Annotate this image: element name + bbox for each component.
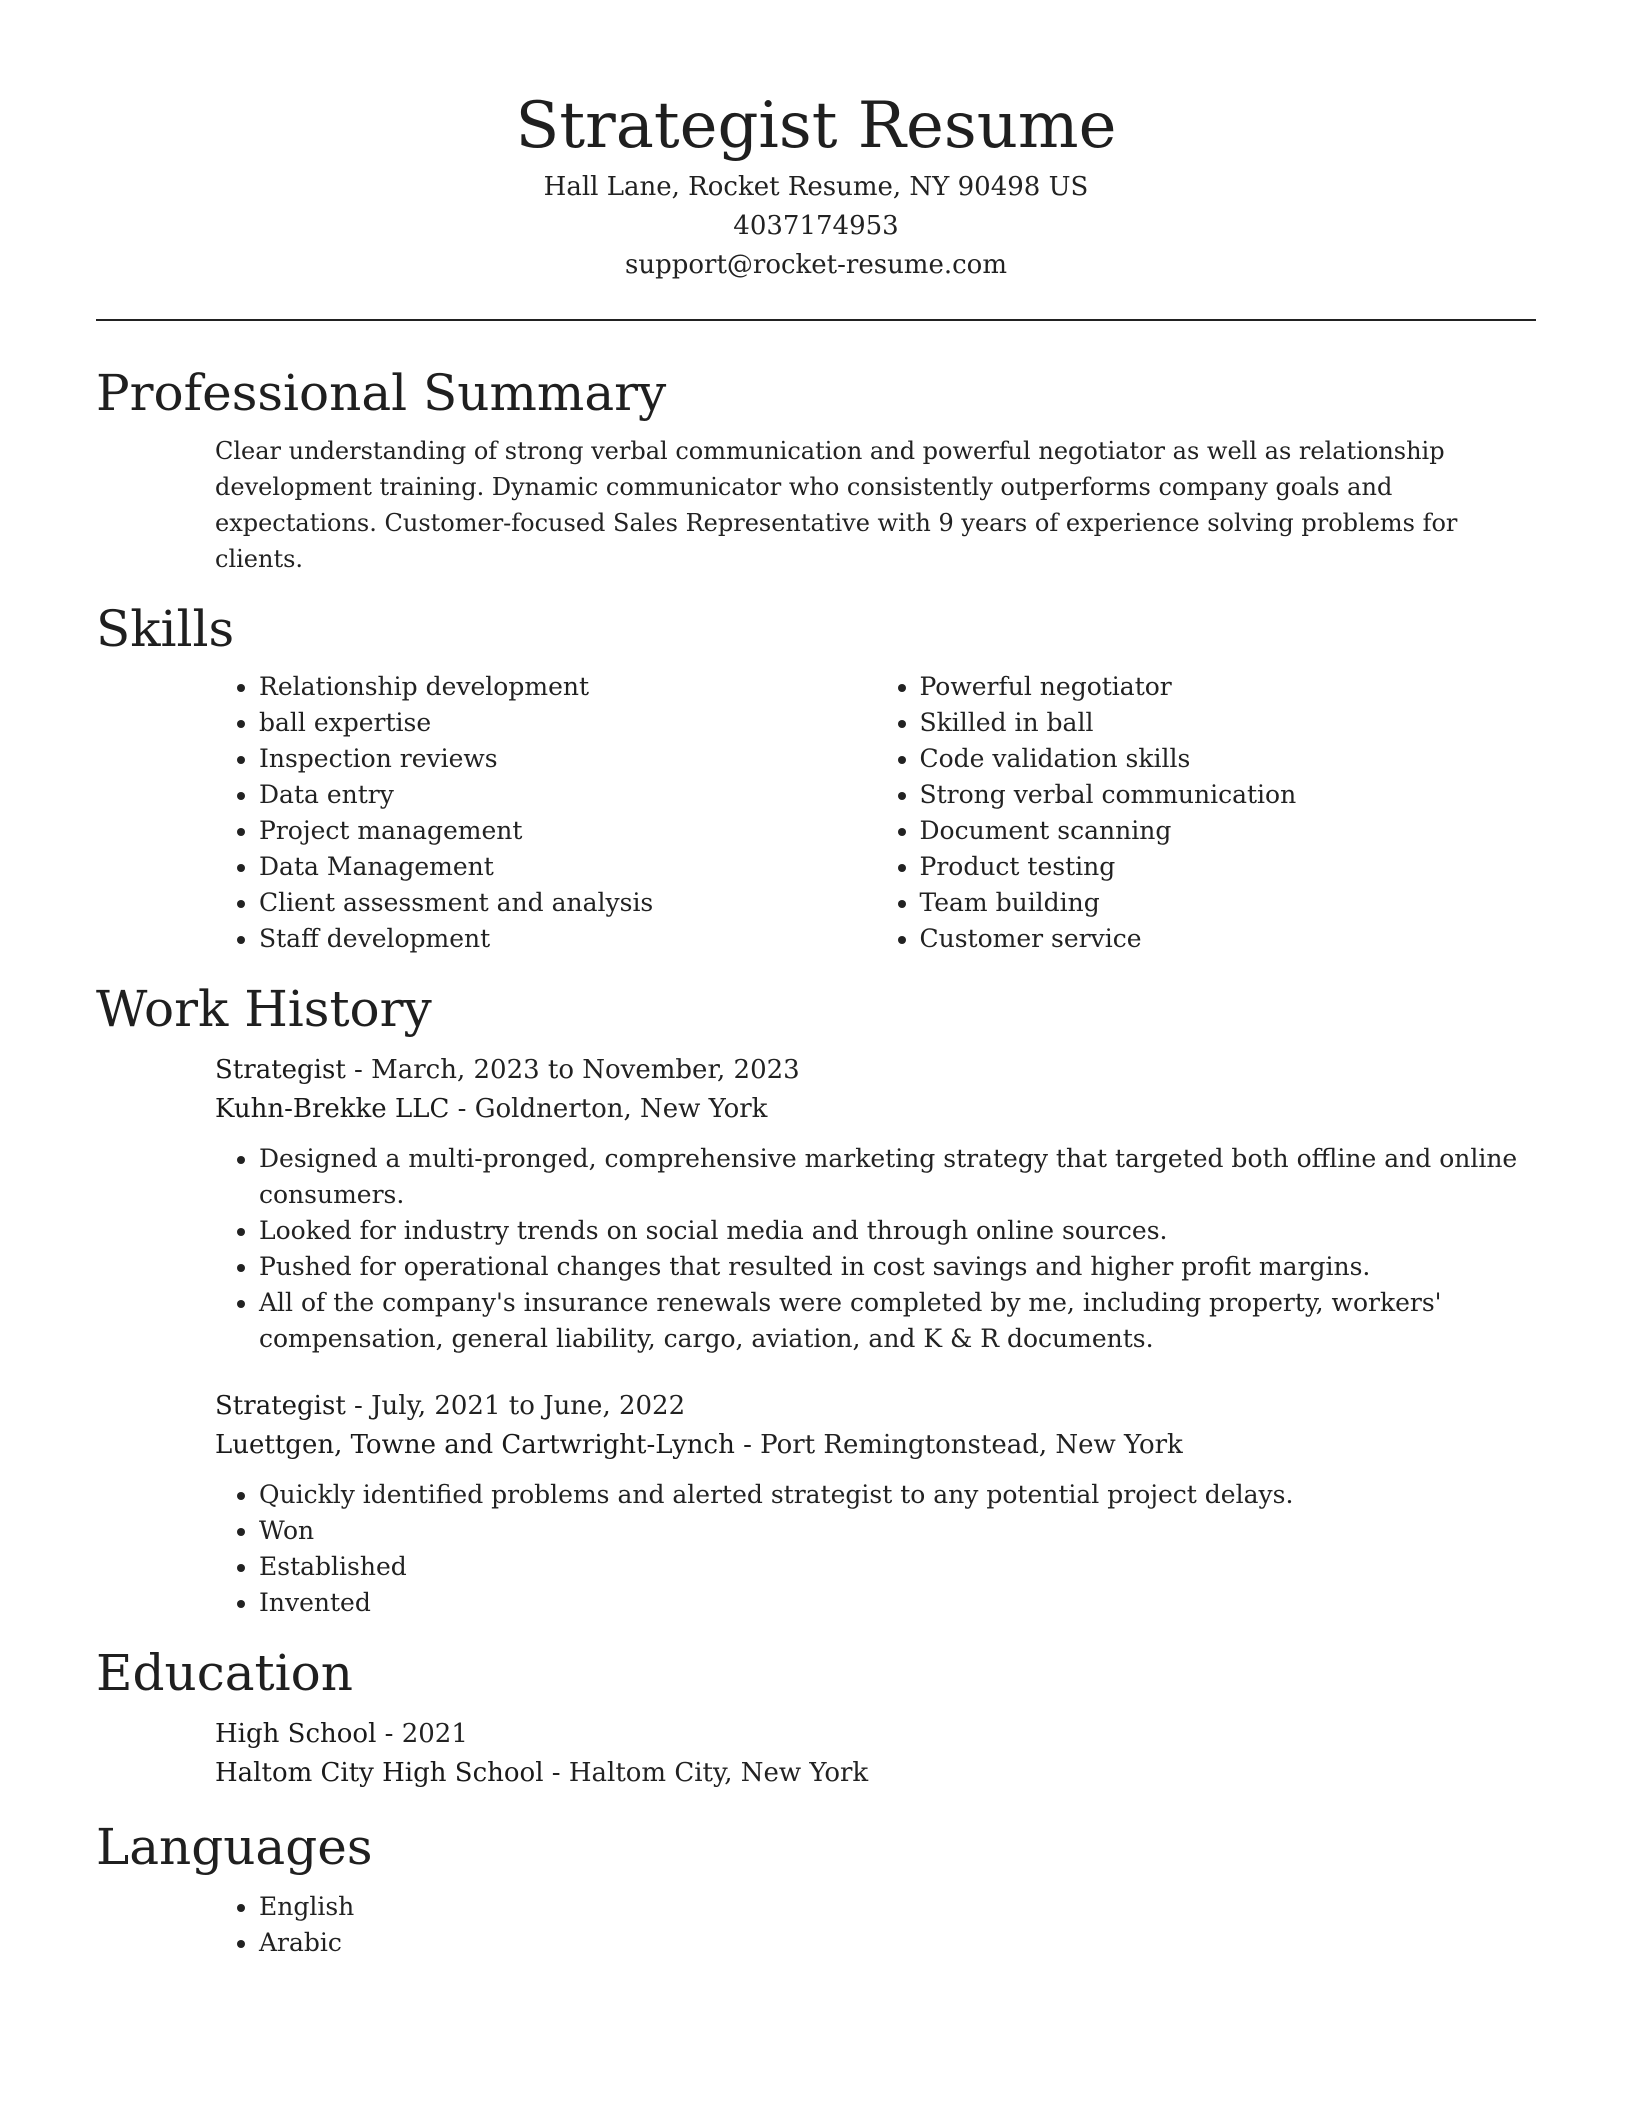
languages-section: [96, 1815, 1536, 1961]
job-title: Strategist: [215, 1055, 346, 1085]
job-entry: [96, 1051, 1536, 1129]
list-item: • Team building: [920, 885, 1537, 921]
job-bullet-list: [215, 1477, 1536, 1621]
job-location: - Port Remingtonstead, New York: [734, 1430, 1183, 1460]
degree: High School: [215, 1719, 377, 1749]
list-item: • Designed a multi-pronged, comprehensive marketing strategy that targeted both offline and online consumers.: [259, 1141, 1536, 1213]
list-item: • Established: [259, 1549, 1536, 1585]
phone: 4037174953: [733, 211, 899, 241]
list-item: • Strong verbal communication: [920, 777, 1537, 813]
list-item: • Skilled in ball: [920, 705, 1537, 741]
list-item: • English: [259, 1889, 1536, 1925]
languages-list: [215, 1889, 1536, 1961]
list-item: • Quickly identified problems and alerted strategist to any potential project delays.: [259, 1477, 1536, 1513]
degree-line: [215, 1715, 1536, 1753]
languages-list-wrap: [96, 1889, 1536, 1961]
job-company-line: [215, 1089, 1536, 1129]
summary-section: [96, 361, 1536, 577]
graduation-year: - 2021: [376, 1719, 468, 1749]
school-line: [215, 1753, 1536, 1793]
school-name: Haltom City High School: [215, 1758, 544, 1788]
list-item: • All of the company's insurance renewals were completed by me, including property, workers' compensation, general liability, cargo, aviation, and K & R documents.: [259, 1285, 1536, 1357]
list-item: • Won: [259, 1513, 1536, 1549]
skills-list-left: [215, 669, 876, 957]
header-divider: [96, 319, 1536, 321]
email: support@rocket-resume.com: [624, 250, 1007, 280]
list-item: • Data entry: [259, 777, 876, 813]
list-item: • Relationship development: [259, 669, 876, 705]
skills-section: [96, 597, 1536, 957]
list-item: • Client assessment and analysis: [259, 885, 876, 921]
list-item: • Code validation skills: [920, 741, 1537, 777]
job-bullets: [96, 1141, 1536, 1357]
job-title-line: [215, 1051, 1536, 1089]
list-item: • Looked for industry trends on social media and through online sources.: [259, 1213, 1536, 1249]
job-location: - Goldnerton, New York: [449, 1094, 768, 1124]
job-company: Kuhn-Brekke LLC: [215, 1094, 450, 1124]
list-item: • Invented: [259, 1585, 1536, 1621]
page-title: Strategist Resume: [515, 89, 1117, 163]
summary-text: Clear understanding of strong verbal communication and powerful negotiator as well as relationship development training. Dynamic communicator who consistently outperforms company goals and expectations. Customer-focused Sales Representative with 9 years of experience solving problems for clients.: [215, 437, 1458, 573]
school-location: - Haltom City, New York: [543, 1758, 869, 1788]
work-history-section: [96, 977, 1536, 1621]
list-item: • Inspection reviews: [259, 741, 876, 777]
list-item: • ball expertise: [259, 705, 876, 741]
address: Hall Lane, Rocket Resume, NY 90498 US: [543, 172, 1089, 202]
languages-heading: Languages: [96, 1818, 373, 1876]
job-dates: - March, 2023 to November, 2023: [345, 1055, 800, 1085]
job-entry: [96, 1387, 1536, 1465]
resume-header: [96, 0, 1536, 285]
education-heading: Education: [96, 1644, 353, 1702]
list-item: • Powerful negotiator: [920, 669, 1537, 705]
skills-heading: Skills: [96, 600, 235, 658]
list-item: • Arabic: [259, 1925, 1536, 1961]
list-item: • Data Management: [259, 849, 876, 885]
job-company-line: [215, 1425, 1536, 1465]
job-dates: - July, 2021 to June, 2022: [345, 1391, 686, 1421]
skills-list-right: [876, 669, 1537, 957]
list-item: • Project management: [259, 813, 876, 849]
list-item: • Document scanning: [920, 813, 1537, 849]
job-title-line: [215, 1387, 1536, 1425]
list-item: • Staff development: [259, 921, 876, 957]
job-bullet-list: [215, 1141, 1536, 1357]
list-item: • Customer service: [920, 921, 1537, 957]
list-item: • Pushed for operational changes that resulted in cost savings and higher profit margins.: [259, 1249, 1536, 1285]
work-history-heading: Work History: [96, 980, 432, 1038]
job-bullets: [96, 1477, 1536, 1621]
education-section: [96, 1641, 1536, 1793]
job-title: Strategist: [215, 1391, 346, 1421]
education-entry: [96, 1715, 1536, 1793]
summary-heading: Professional Summary: [96, 364, 667, 422]
skills-columns: [96, 669, 1536, 957]
list-item: • Product testing: [920, 849, 1537, 885]
job-company: Luettgen, Towne and Cartwright-Lynch: [215, 1430, 735, 1460]
contact-info: [96, 168, 1536, 285]
